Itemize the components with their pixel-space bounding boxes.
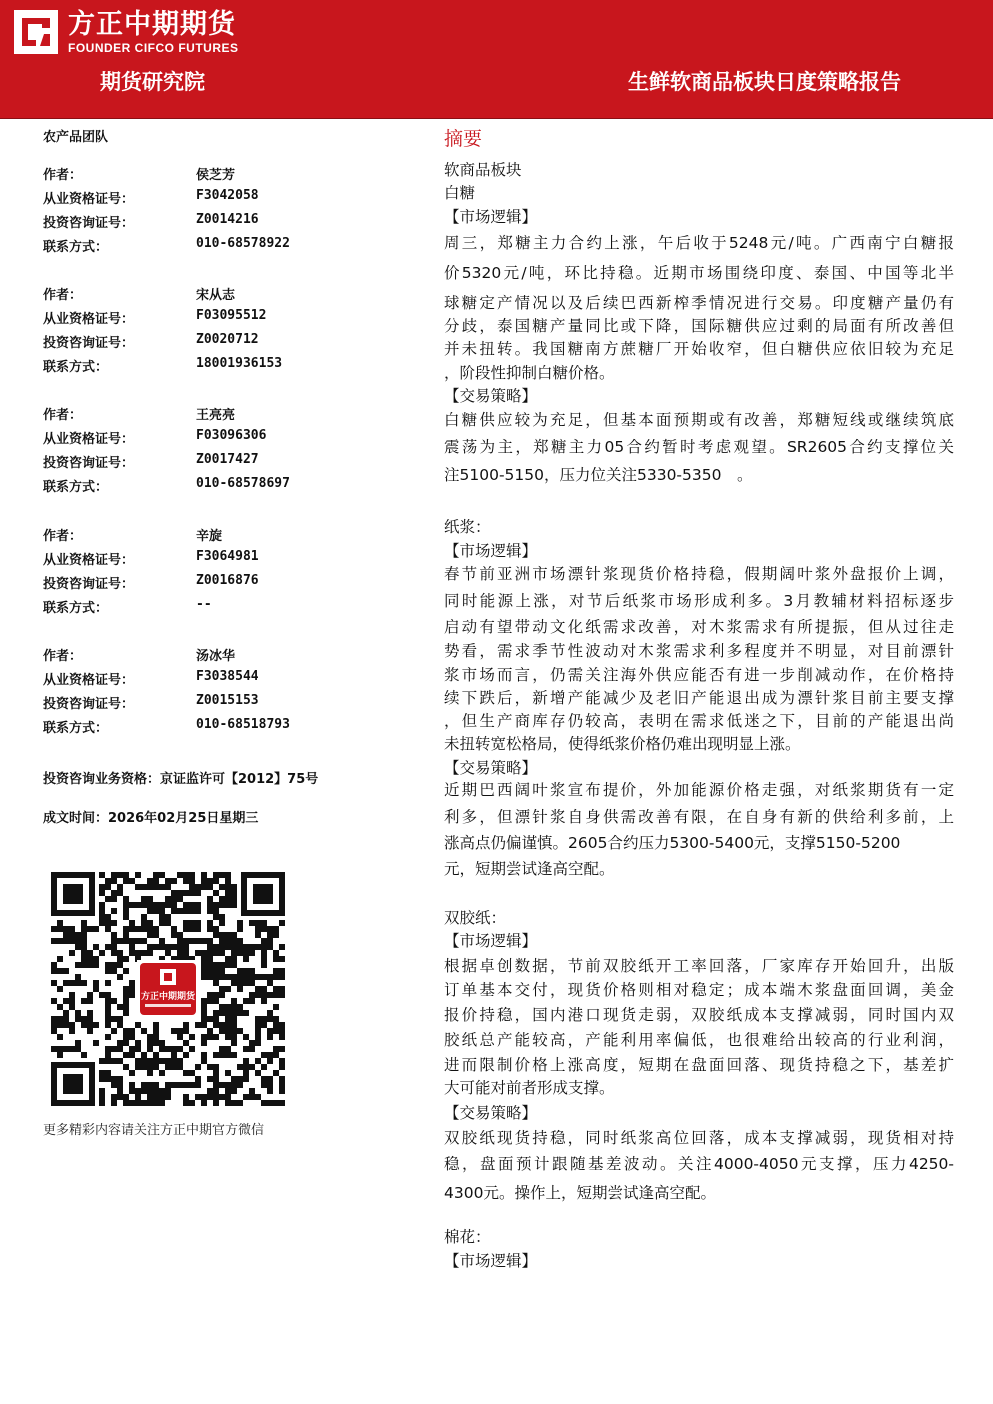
abstract-line: 白糖供应较为充足，但基本面预期或有改善，郑糖短线或继续筑底 [444,411,954,429]
author-info-row [43,573,423,593]
author-info-row [43,693,423,713]
section-heading: 【市场逻辑】 [444,1252,538,1270]
abstract-line: 周三，郑糖主力合约上涨，午后收于5248元/吨。广西南宁白糖报 [444,234,954,252]
author-info-row [43,597,423,617]
author-name: 辛旋 [196,529,223,544]
wechat-qr-code [49,870,287,1108]
author-field-label: 从业资格证号： [43,432,135,447]
author-info-row [43,236,423,256]
abstract-line: 元，短期尝试逢高空配。 [444,860,615,878]
author-field-label: 投资咨询证号： [43,697,135,712]
abstract-line: 势看，需求季节性波动对木浆需求利多程度并不明显，对目前漂针 [444,642,954,660]
abstract-line: 白糖 [444,184,476,202]
author-field-value: F3038544 [196,669,259,684]
author-field-label: 联系方式： [43,721,109,736]
logo-english-name: FOUNDER CIFCO FUTURES [68,41,239,55]
abstract-line: 价5320元/吨，环比持稳。近期市场围绕印度、泰国、中国等北半 [444,264,954,282]
author-field-value: Z0014216 [196,212,259,227]
abstract-line: 利多，但漂针浆自身供需改善有限，在自身有新的供给利多前，上 [444,808,954,826]
abstract-line: 注5100-5150，压力位关注5330-5350 。 [444,466,753,484]
qr-center-logo [137,960,199,1018]
abstract-line: 根据卓创数据，节前双胶纸开工率回落，厂家库存开始回升，出版 [444,957,954,975]
abstract-line: 涨高点仍偏谨慎。2605合约压力5300-5400元，支撑5150-5200 [444,834,901,852]
author-field-label: 作者： [43,649,83,664]
company-logo-icon [14,10,58,54]
section-heading: 【市场逻辑】 [444,208,538,226]
author-info-row [43,476,423,496]
abstract-line: 春节前亚洲市场漂针浆现货价格持稳，假期阔叶浆外盘报价上调， [444,565,954,583]
author-info-row [43,549,423,569]
author-info-row [43,645,423,665]
author-field-label: 作者： [43,168,83,183]
author-field-label: 从业资格证号： [43,192,135,207]
author-field-value: Z0020712 [196,332,259,347]
author-field-value: Z0017427 [196,452,259,467]
author-info-row [43,717,423,737]
abstract-line: 震荡为主，郑糖主力05合约暂时考虑观望。SR2605合约支撑位关 [444,438,954,456]
abstract-line: 启动有望带动文化纸需求改善，对木浆需求有所提振，但从过往走 [444,618,954,636]
abstract-line: 分歧，泰国糖产量同比或下降，国际糖供应过剩的局面有所改善但 [444,317,954,335]
abstract-line: 纸浆： [444,518,491,536]
logo-chinese-name: 方正中期期货 [68,9,236,40]
qualification-text: 投资咨询业务资格：京证监许可【2012】75号 [43,772,319,787]
abstract-line: 浆市场而言，仍需关注海外供应能否有进一步削减动作，在价格持 [444,666,954,684]
abstract-line: 并未扭转。我国糖南方蔗糖厂开始收窄，但白糖供应依旧较为充足 [444,340,954,358]
author-name: 汤冰华 [196,649,236,664]
author-info-row [43,188,423,208]
author-info-row [43,525,423,545]
abstract-line: 大可能对前者形成支撑。 [444,1079,615,1097]
author-info-row [43,332,423,352]
department-name: 期货研究院 [100,70,205,94]
report-title: 生鲜软商品板块日度策略报告 [628,70,901,94]
author-field-label: 联系方式： [43,360,109,375]
section-heading: 【市场逻辑】 [444,542,538,560]
author-info-row [43,669,423,689]
author-info-row [43,164,423,184]
section-heading: 【市场逻辑】 [444,932,538,950]
author-field-value: 18001936153 [196,356,283,371]
qr-finder-top-right [241,872,285,916]
abstract-line: 报价持稳，国内港口现货走弱，双胶纸成本支撑减弱，同时国内双 [444,1006,954,1024]
abstract-line: 未扭转宽松格局，使得纸浆价格仍难出现明显上涨。 [444,735,801,753]
abstract-line: 续下跌后，新增产能减少及老旧产能退出成为漂针浆目前主要支撑 [444,689,954,707]
author-field-value: 010-68578697 [196,476,290,491]
author-field-value: F03096306 [196,428,267,443]
author-field-label: 投资咨询证号： [43,577,135,592]
abstract-line: 进而限制价格上涨高度，短期在盘面回落、现货持稳之下，基差扩 [444,1056,954,1074]
section-heading: 【交易策略】 [444,387,538,405]
publish-date: 成文时间：2026年02月25日星期三 [43,811,259,826]
author-field-label: 从业资格证号： [43,673,135,688]
abstract-line: 软商品板块 [444,161,522,179]
author-field-value: F3064981 [196,549,259,564]
author-field-value: -- [196,597,212,612]
author-name: 宋从志 [196,288,236,303]
author-field-label: 投资咨询证号： [43,456,135,471]
author-field-label: 从业资格证号： [43,553,135,568]
abstract-line: 近期巴西阔叶浆宣布提价，外加能源价格走强，对纸浆期货有一定 [444,781,954,799]
author-field-value: Z0016876 [196,573,259,588]
author-info-row [43,404,423,424]
author-field-value: 010-68518793 [196,717,290,732]
section-heading: 【交易策略】 [444,1104,538,1122]
abstract-line: 同时能源上涨，对节后纸浆市场形成利多。3月教辅材料招标逐步 [444,592,954,610]
author-field-value: F03095512 [196,308,267,323]
author-field-label: 联系方式： [43,601,109,616]
qr-finder-bottom-left [51,1062,95,1106]
abstract-line: ，阶段性抑制白糖价格。 [444,364,615,382]
author-field-label: 投资咨询证号： [43,216,135,231]
author-field-value: 010-68578922 [196,236,290,251]
abstract-line: 胶纸总产能较高，产能利用率偏低，也很难给出较高的行业利润， [444,1031,954,1049]
abstract-line: 双胶纸： [444,909,507,927]
qr-finder-top-left [51,872,95,916]
author-field-value: Z0015153 [196,693,259,708]
author-name: 王亮亮 [196,408,236,423]
abstract-line: 订单基本交付，现货价格则相对稳定；成本端木浆盘面回调，美金 [444,981,954,999]
author-field-label: 作者： [43,288,83,303]
author-info-row [43,428,423,448]
author-field-label: 从业资格证号： [43,312,135,327]
abstract-line: 棉花： [444,1228,491,1246]
author-field-label: 作者： [43,408,83,423]
abstract-line: 4300元。操作上，短期尝试逢高空配。 [444,1184,716,1202]
author-field-label: 作者： [43,529,83,544]
page-header [0,0,993,118]
author-info-row [43,452,423,472]
author-field-label: 联系方式： [43,240,109,255]
author-field-label: 投资咨询证号： [43,336,135,351]
header-divider [0,118,993,119]
author-info-row [43,308,423,328]
team-name: 农产品团队 [43,130,109,145]
author-field-label: 联系方式： [43,480,109,495]
author-info-row [43,356,423,376]
abstract-line: 稳，盘面预计跟随基差波动。关注4000-4050元支撑，压力4250- [444,1155,954,1173]
author-info-row [43,284,423,304]
abstract-title: 摘要 [444,128,483,150]
abstract-line: 球糖定产情况以及后续巴西新榨季情况进行交易。印度糖产量仍有 [444,294,954,312]
author-field-value: F3042058 [196,188,259,203]
qr-caption: 更多精彩内容请关注方正中期官方微信 [43,1123,265,1138]
author-name: 侯芝芳 [196,168,236,183]
section-heading: 【交易策略】 [444,759,538,777]
abstract-line: ，但生产商库存仍较高，表明在需求低迷之下，目前的产能退出尚 [444,712,954,730]
author-info-row [43,212,423,232]
qr-logo-text: 方正中期期货 [140,992,196,1002]
abstract-line: 双胶纸现货持稳，同时纸浆高位回落，成本支撑减弱，现货相对持 [444,1129,954,1147]
